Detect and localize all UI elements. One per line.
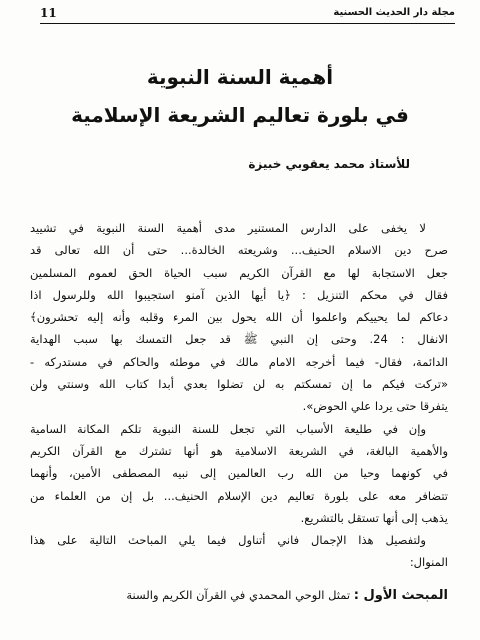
body-line: جعل الاستجابة لها مع القرآن الكريم سبب الحياة الحق لعموم المسلمين (30, 265, 448, 280)
body-line: لا يخفى على الدارس المستنير مدى أهمية السنة النبوية في تشييد (30, 221, 426, 235)
running-header (40, 6, 455, 24)
journal-name: مجلة دار الحديث الحسنية (333, 7, 455, 18)
paragraph-gap (30, 574, 448, 584)
section-heading-line (30, 584, 448, 607)
article-body (30, 217, 448, 607)
body-line: دعاكم لما يحييكم واعلموا أن الله يحول بين المرء وقلبه وأنه إليه تحشرون﴾ (30, 310, 448, 325)
section-text: تمثل الوحي المحمدي في القرآن الكريم والسنة (126, 587, 351, 602)
body-line: يذهب إلى أنها تستقل بالتشريع. (300, 510, 448, 525)
body-line: الانفال : 24. وحتى إن النبي ﷺ قد جعل التمسك بها سبب الهداية (30, 332, 448, 347)
page-number: 11 (40, 6, 57, 20)
body-line: «تركت فيكم ما إن تمسكتم به لن تضلوا بعدي أبدا كتاب الله وسنتي ولن (30, 377, 448, 392)
author-byline: للأستاذ محمد يعقوبي خبيزة (248, 157, 410, 171)
body-line: وإن في طليعة الأسباب التي تجعل للسنة النبوية تلكم المكانة السامية (30, 421, 426, 436)
body-line: فقال في محكم التنزيل : ﴿يا أيها الذين آمنو استجيبوا الله وللرسول اذا (30, 287, 448, 302)
section-label: المبحث الأول : (353, 587, 448, 603)
body-line: ولتفصيل هذا الإجمال فاني أتناول فيما يلي المباحث التالية على هذا (30, 533, 426, 548)
body-line: صرح دين الاسلام الحنيف... وشريعته الخالدة... حتى أن الله تعالى قد (30, 243, 448, 258)
header-divider (40, 23, 455, 24)
body-line: المنوال: (409, 555, 448, 570)
title-line-2: في بلورة تعاليم الشريعة الإسلامية (71, 103, 409, 127)
title-line-1: أهمية السنة النبوية (146, 65, 334, 89)
body-line: والأهمية البالغة، في الشريعة الاسلامية هو أنها تشترك مع القرآن الكريم (30, 443, 448, 458)
body-line: تتضافر معه على بلورة تعاليم دين الإسلام الحنيف... بل إن من العلماء من (30, 488, 448, 503)
body-line: يتفرقا حتى يردا علي الحوض». (302, 399, 448, 414)
body-line: في كونهما وحيا من الله رب العالمين إلى نبيه المصطفى الأمين، وأنهما (30, 466, 448, 481)
body-line: الدائمة، فقال- فيما أخرجه الامام مالك في موطئه والحاكم في مستدركه - (30, 354, 448, 369)
article-title (60, 58, 420, 134)
